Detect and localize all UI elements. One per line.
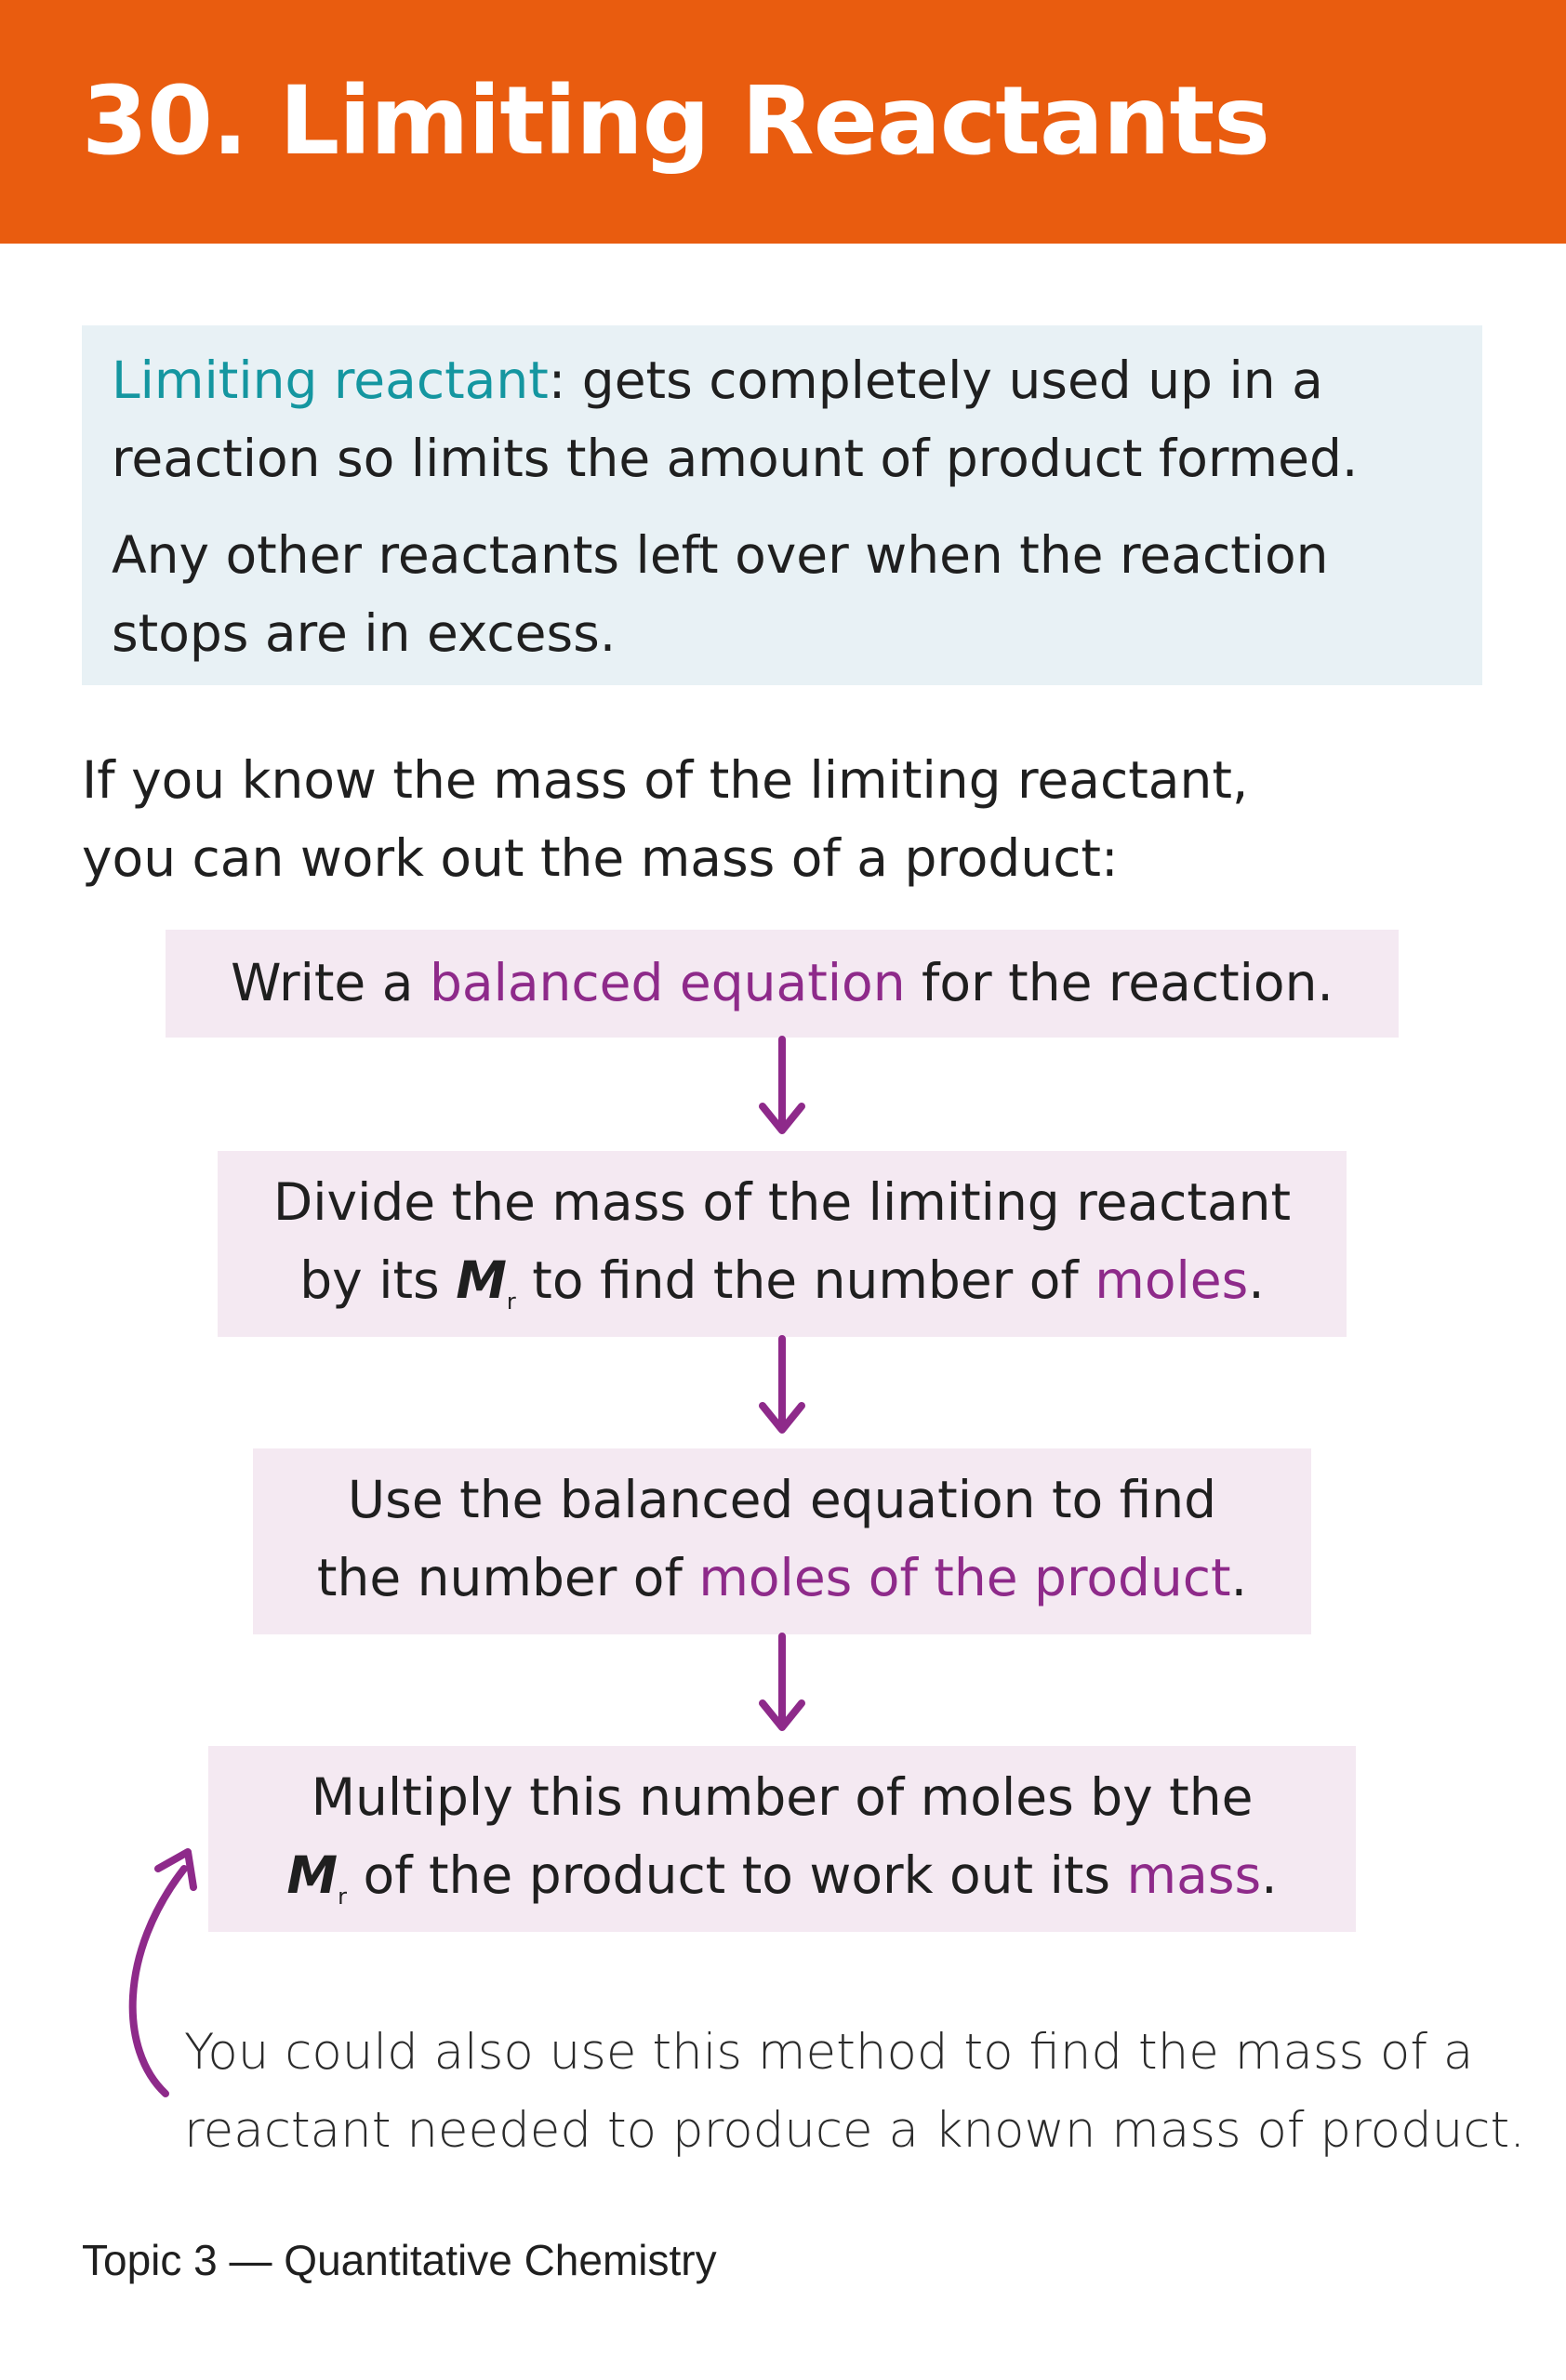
- page-title: 30. Limiting Reactants: [82, 66, 1269, 177]
- step-2-pre: by its: [299, 1250, 457, 1310]
- step-2-line-2: [218, 1250, 1347, 1316]
- step-3-box: [253, 1448, 1311, 1634]
- step-3-line-1: Use the balanced equation to find: [347, 1470, 1217, 1529]
- definition-term: Limiting reactant: [112, 350, 549, 410]
- mr-subscript: r: [506, 1289, 516, 1315]
- step-3-pre: the number of: [316, 1548, 699, 1607]
- mr-symbol: M: [286, 1845, 338, 1905]
- arrow-down-icon: [753, 1337, 811, 1435]
- mr-subscript: r: [338, 1884, 347, 1910]
- relative-formula-mass-symbol: [456, 1250, 516, 1315]
- page-footer: Topic 3 — Quantitative Chemistry: [82, 2236, 717, 2284]
- step-2-box: [218, 1151, 1347, 1337]
- step-4-mid: of the product to work out its: [346, 1845, 1127, 1905]
- arrow-down-icon: [753, 1634, 811, 1733]
- step-2-line-1: Divide the mass of the limiting reactant: [272, 1172, 1292, 1232]
- page-header: [0, 0, 1566, 244]
- step-1-post: for the reaction.: [905, 953, 1334, 1012]
- note-line-2: reactant needed to produce a known mass of product.: [184, 2102, 1526, 2159]
- note-line-1: You could also use this method to find the mass of a: [184, 2024, 1474, 2081]
- step-2-highlight: moles: [1095, 1250, 1249, 1310]
- step-2-post: .: [1248, 1250, 1265, 1310]
- step-4-post: .: [1261, 1845, 1278, 1905]
- definition-line-1: [112, 350, 1323, 411]
- excess-line-1: Any other reactants left over when the reaction: [112, 525, 1329, 585]
- intro-line-2: you can work out the mass of a product:: [82, 828, 1119, 888]
- step-1-box: [166, 930, 1399, 1038]
- step-3-post: .: [1230, 1548, 1248, 1607]
- step-4-line-1: Multiply this number of moles by the: [311, 1767, 1254, 1827]
- step-4-line-2: [208, 1844, 1356, 1911]
- step-1-highlight: balanced equation: [429, 953, 906, 1012]
- definition-line-1-rest: : gets completely used up in a: [548, 350, 1323, 410]
- definition-line-2: reaction so limits the amount of product formed.: [112, 429, 1359, 488]
- step-4-box: [208, 1746, 1356, 1932]
- step-4-highlight: mass: [1126, 1845, 1262, 1905]
- step-3-highlight: moles of the product: [698, 1548, 1231, 1607]
- arrow-down-icon: [753, 1038, 811, 1136]
- step-2-mid: to find the number of: [515, 1250, 1095, 1310]
- step-1-text: [166, 952, 1399, 1013]
- step-1-pre: Write a: [231, 953, 430, 1012]
- definition-box: [82, 325, 1482, 685]
- excess-line-2: stops are in excess.: [112, 603, 617, 663]
- intro-line-1: If you know the mass of the limiting reactant,: [82, 750, 1249, 810]
- relative-formula-mass-symbol: [286, 1845, 347, 1910]
- step-3-line-2: [253, 1547, 1311, 1608]
- mr-symbol: M: [456, 1250, 507, 1310]
